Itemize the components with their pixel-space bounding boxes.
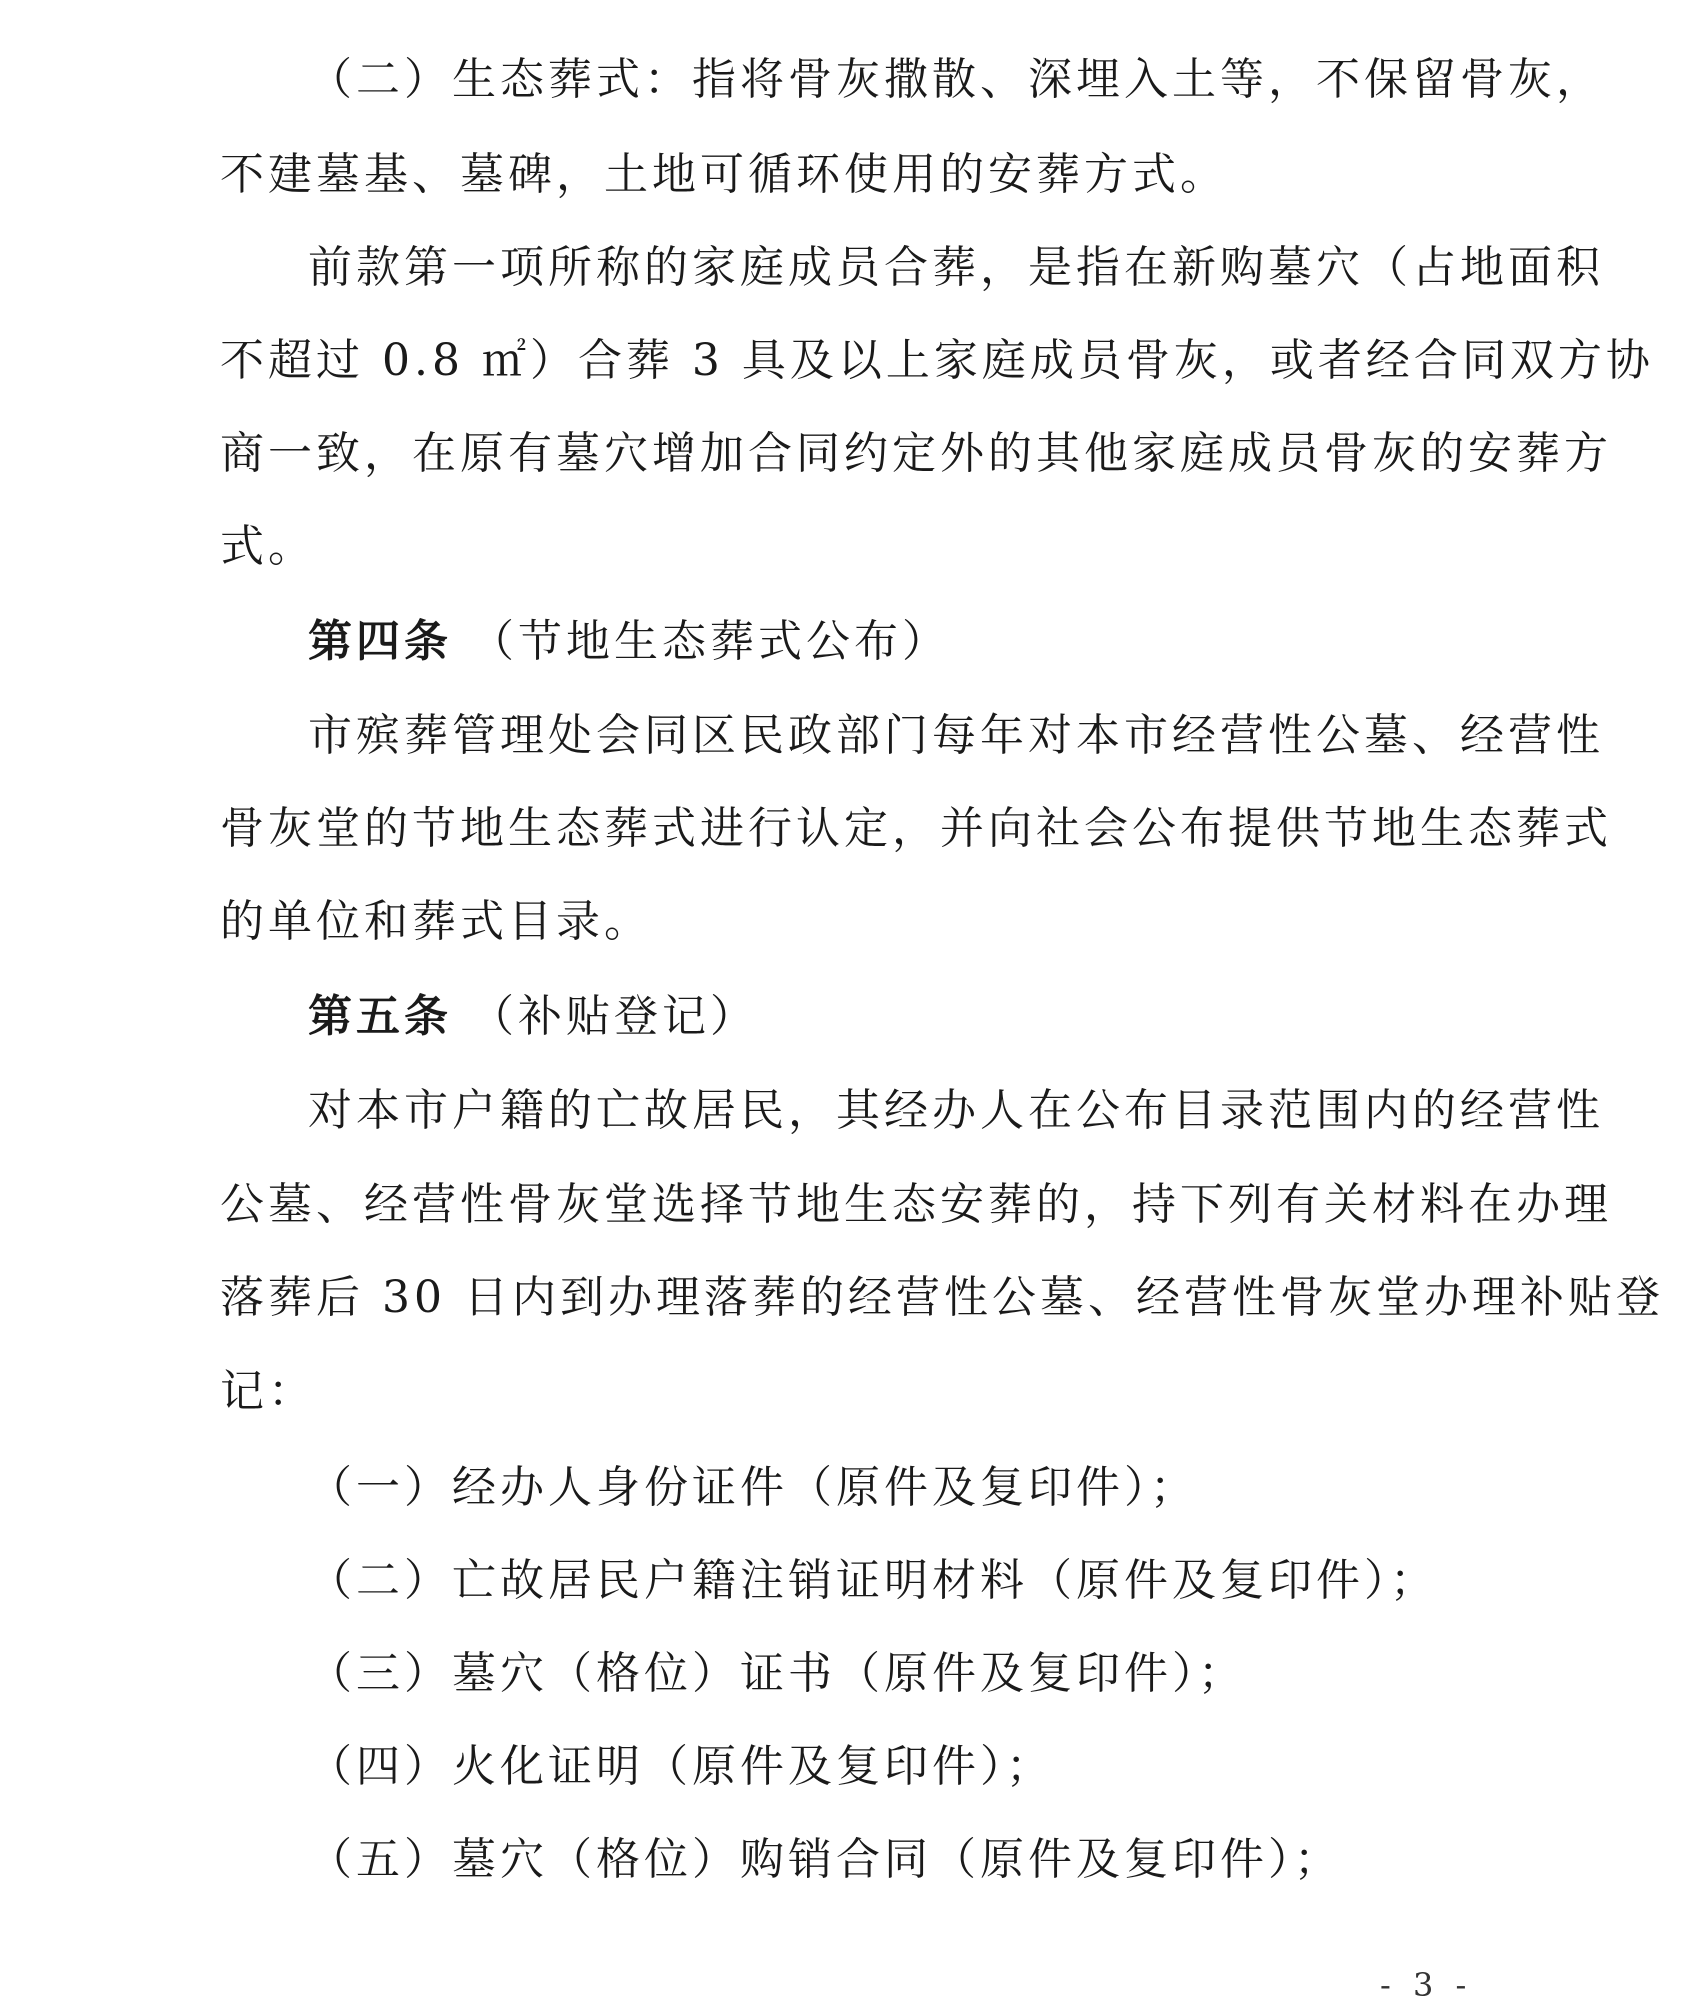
paragraph-line: （二）生态葬式：指将骨灰撒散、深埋入土等，不保留骨灰， xyxy=(308,54,1604,105)
article-subtitle: （补贴登记） xyxy=(470,991,758,1042)
paragraph-line: 不超过 0.8 ㎡）合葬 3 具及以上家庭成员骨灰，或者经合同双方协 xyxy=(220,335,1654,386)
article-heading xyxy=(308,987,758,1047)
article-heading xyxy=(308,612,950,672)
paragraph-line: 商一致，在原有墓穴增加合同约定外的其他家庭成员骨灰的安葬方 xyxy=(220,428,1612,479)
paragraph-line: 骨灰堂的节地生态葬式进行认定，并向社会公布提供节地生态葬式 xyxy=(220,803,1612,854)
paragraph-line: 公墓、经营性骨灰堂选择节地生态安葬的，持下列有关材料在办理 xyxy=(220,1179,1612,1230)
paragraph-line: 落葬后 30 日内到办理落葬的经营性公墓、经营性骨灰堂办理补贴登 xyxy=(220,1272,1664,1323)
page-number: - 3 - xyxy=(1380,1966,1473,2004)
list-item: （三）墓穴（格位）证书（原件及复印件）； xyxy=(308,1648,1246,1699)
list-item: （一）经办人身份证件（原件及复印件）； xyxy=(308,1462,1198,1513)
paragraph-line: 式。 xyxy=(220,521,316,572)
paragraph-line: 市殡葬管理处会同区民政部门每年对本市经营性公墓、经营性 xyxy=(308,710,1604,761)
paragraph-line: 前款第一项所称的家庭成员合葬，是指在新购墓穴（占地面积 xyxy=(308,242,1604,293)
paragraph-line: 记： xyxy=(220,1366,316,1417)
article-subtitle: （节地生态葬式公布） xyxy=(470,616,950,667)
list-item: （二）亡故居民户籍注销证明材料（原件及复印件）； xyxy=(308,1555,1438,1606)
paragraph-line: 不建墓基、墓碑，土地可循环使用的安葬方式。 xyxy=(220,149,1228,200)
article-title: 第四条 xyxy=(308,616,452,667)
article-title: 第五条 xyxy=(308,991,452,1042)
paragraph-line: 的单位和葬式目录。 xyxy=(220,896,652,947)
list-item: （五）墓穴（格位）购销合同（原件及复印件）； xyxy=(308,1834,1342,1885)
list-item: （四）火化证明（原件及复印件）； xyxy=(308,1741,1054,1792)
paragraph-line: 对本市户籍的亡故居民，其经办人在公布目录范围内的经营性 xyxy=(308,1085,1604,1136)
